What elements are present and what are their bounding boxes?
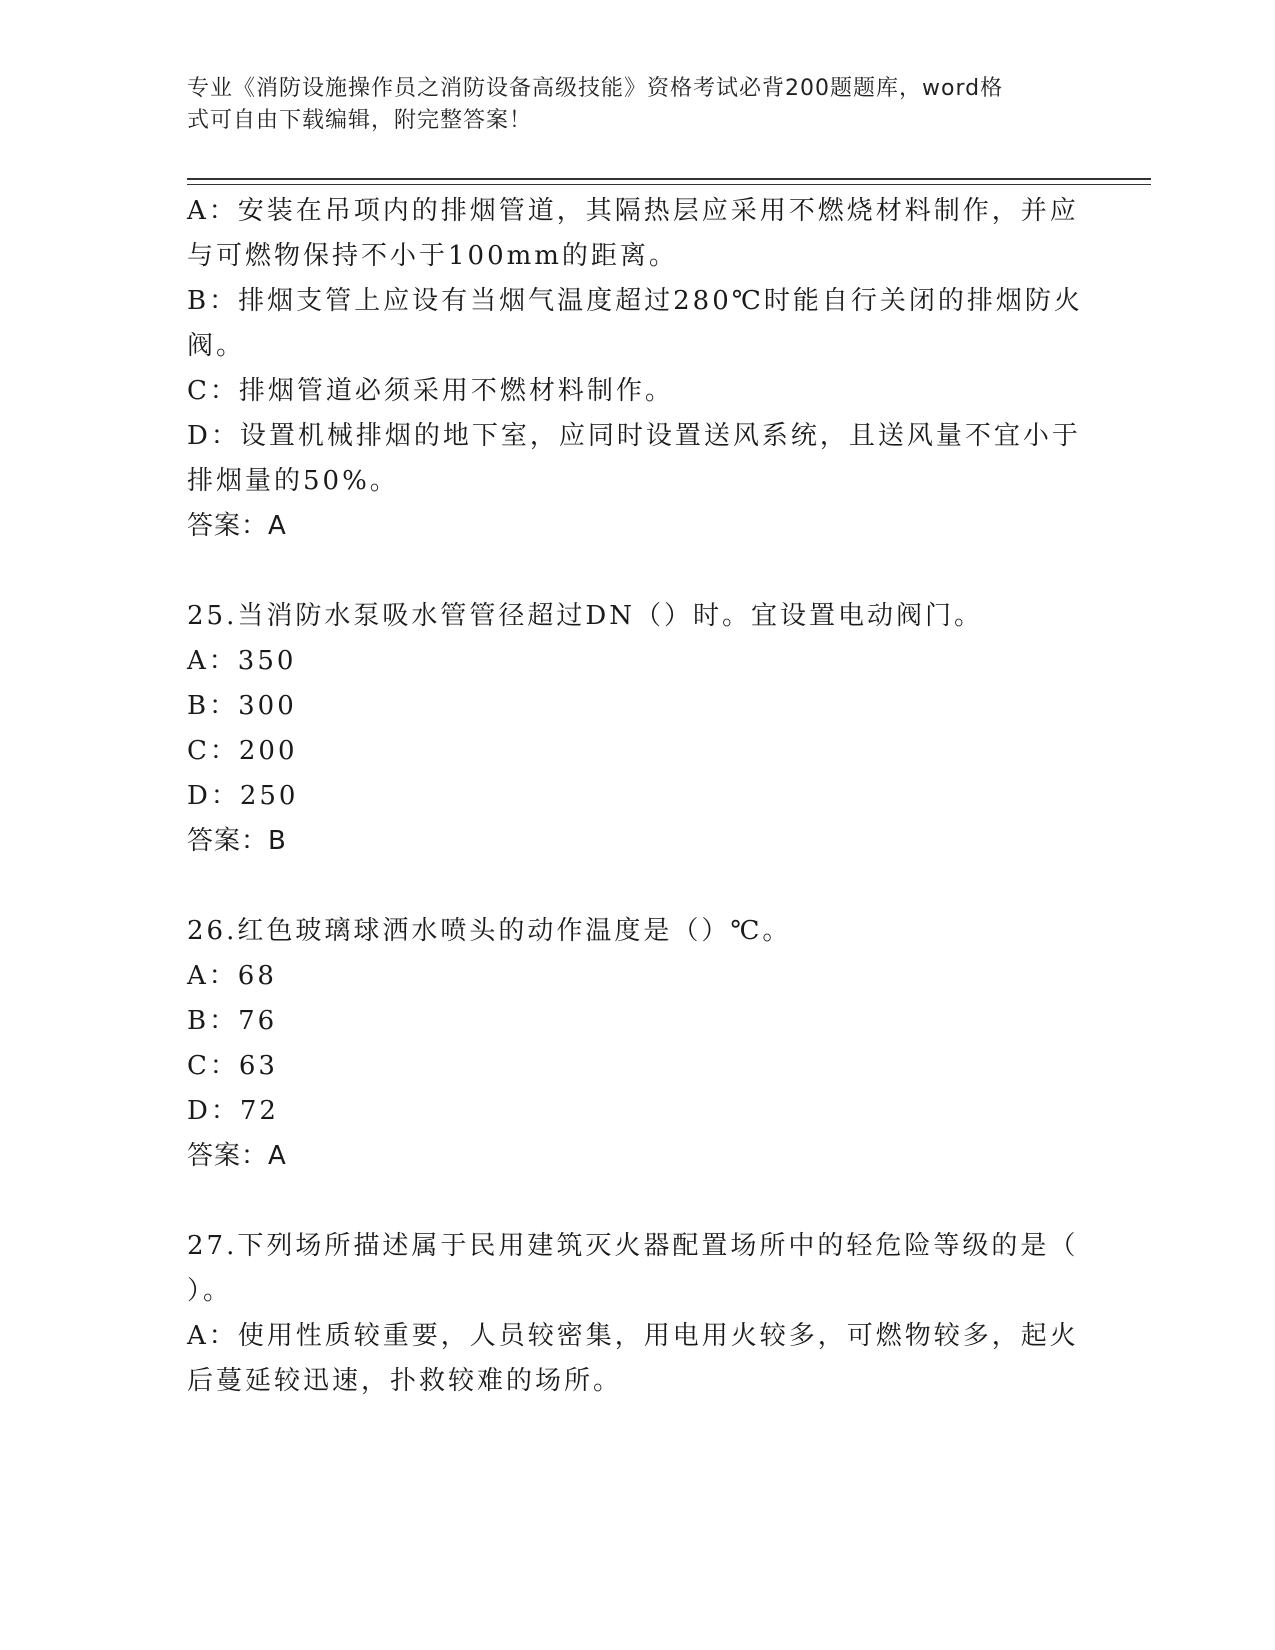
option-d: D：72 xyxy=(187,1096,279,1126)
header-line-1: 专业《消防设施操作员之消防设备高级技能》资格考试必背200题题库，word格 xyxy=(187,76,1004,101)
option-a: A：68 xyxy=(187,961,277,991)
answer-line: 答案：A xyxy=(187,1141,287,1171)
question-text-continued: ）。 xyxy=(187,1276,233,1306)
header-divider-thin xyxy=(187,184,1151,185)
header-line-2: 式可自由下载编辑，附完整答案！ xyxy=(187,108,533,133)
option-a: A：使用性质较重要，人员较密集，用电用火较多，可燃物较多，起火 xyxy=(187,1321,1079,1351)
question-text: 25.当消防水泵吸水管管径超过DN（）时。宜设置电动阀门。 xyxy=(187,601,983,631)
option-b: B：排烟支管上应设有当烟气温度超过280℃时能自行关闭的排烟防火 xyxy=(187,286,1083,316)
question-content xyxy=(187,189,1083,1404)
question-26 xyxy=(187,909,1077,1179)
option-a: A：350 xyxy=(187,646,297,676)
document-header xyxy=(187,73,1067,137)
option-a: A：安装在吊项内的排烟管道，其隔热层应采用不燃烧材料制作，并应 xyxy=(187,196,1079,226)
option-b: B：300 xyxy=(187,691,297,721)
spacer xyxy=(187,549,1077,594)
question-27 xyxy=(187,1224,1077,1404)
option-c: C：200 xyxy=(187,736,298,766)
spacer xyxy=(187,864,1077,909)
option-a-continued: 与可燃物保持不小于100mm的距离。 xyxy=(187,241,678,271)
option-a-continued: 后蔓延较迅速，扑救较难的场所。 xyxy=(187,1366,623,1396)
answer-line: 答案：A xyxy=(187,511,287,541)
previous-question-options xyxy=(187,189,1083,549)
option-c: C：63 xyxy=(187,1051,278,1081)
spacer xyxy=(187,1179,1077,1224)
option-d: D：250 xyxy=(187,781,299,811)
question-25 xyxy=(187,594,1077,864)
option-d-continued: 排烟量的50%。 xyxy=(187,466,399,496)
option-d: D：设置机械排烟的地下室，应同时设置送风系统，且送风量不宜小于 xyxy=(187,421,1081,451)
question-text: 26.红色玻璃球洒水喷头的动作温度是（）℃。 xyxy=(187,916,792,946)
option-b-continued: 阀。 xyxy=(187,331,246,361)
option-b: B：76 xyxy=(187,1006,278,1036)
question-text: 27.下列场所描述属于民用建筑灭火器配置场所中的轻危险等级的是（ xyxy=(187,1231,1079,1261)
answer-line: 答案：B xyxy=(187,826,287,856)
header-divider-thick xyxy=(187,178,1151,180)
option-c: C：排烟管道必须采用不燃材料制作。 xyxy=(187,376,674,406)
